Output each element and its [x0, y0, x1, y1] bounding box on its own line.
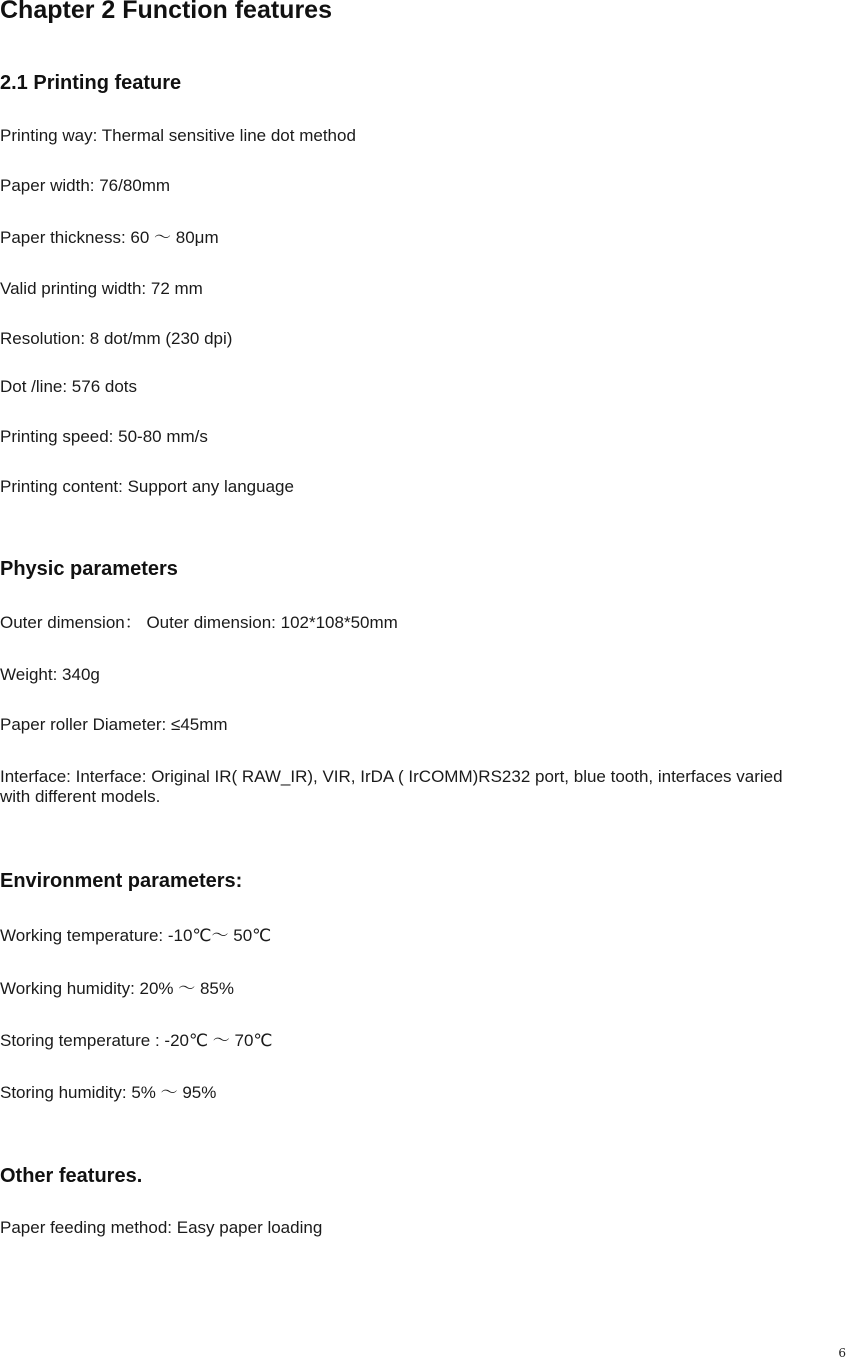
printing-way-text: Printing way: Thermal sensitive line dot method	[0, 126, 356, 145]
dot-line-text: Dot /line: 576 dots	[0, 377, 138, 396]
section-heading-physic-parameters: Physic parameters	[0, 558, 178, 580]
storing-humidity-text: Storing humidity: 5% ～ 95%	[0, 1083, 217, 1102]
section-heading-printing-feature: 2.1 Printing feature	[0, 72, 182, 94]
section-heading-other-features: Other features.	[0, 1165, 143, 1187]
outer-dimension-text: Outer dimension： Outer dimension: 102*108*50mm	[0, 613, 398, 632]
interface-text: Interface: Interface: Original IR( RAW_IR), VIR, IrDA ( IrCOMM)RS232 port, blue tooth, interfaces varied with different models.	[0, 767, 783, 806]
chapter-title: Chapter 2 Function features	[0, 0, 332, 24]
paper-width-text: Paper width: 76/80mm	[0, 176, 171, 195]
weight-text: Weight: 340g	[0, 665, 100, 684]
valid-printing-width-text: Valid printing width: 72 mm	[0, 279, 203, 298]
resolution-text: Resolution: 8 dot/mm (230 dpi)	[0, 329, 233, 348]
working-humidity-text: Working humidity: 20% ～ 85%	[0, 979, 235, 998]
section-heading-environment-parameters: Environment parameters:	[0, 870, 243, 892]
printing-content-text: Printing content: Support any language	[0, 477, 294, 496]
storing-temperature-text: Storing temperature : -20℃ ～ 70℃	[0, 1031, 273, 1050]
paper-roller-diameter-text: Paper roller Diameter: ≤45mm	[0, 715, 228, 734]
paper-feeding-method-text: Paper feeding method: Easy paper loading	[0, 1218, 323, 1237]
working-temperature-text: Working temperature: -10℃～ 50℃	[0, 926, 272, 945]
printing-speed-text: Printing speed: 50-80 mm/s	[0, 427, 208, 446]
page-number: 6	[838, 1346, 846, 1360]
paper-thickness-text: Paper thickness: 60 ～ 80μm	[0, 228, 219, 247]
